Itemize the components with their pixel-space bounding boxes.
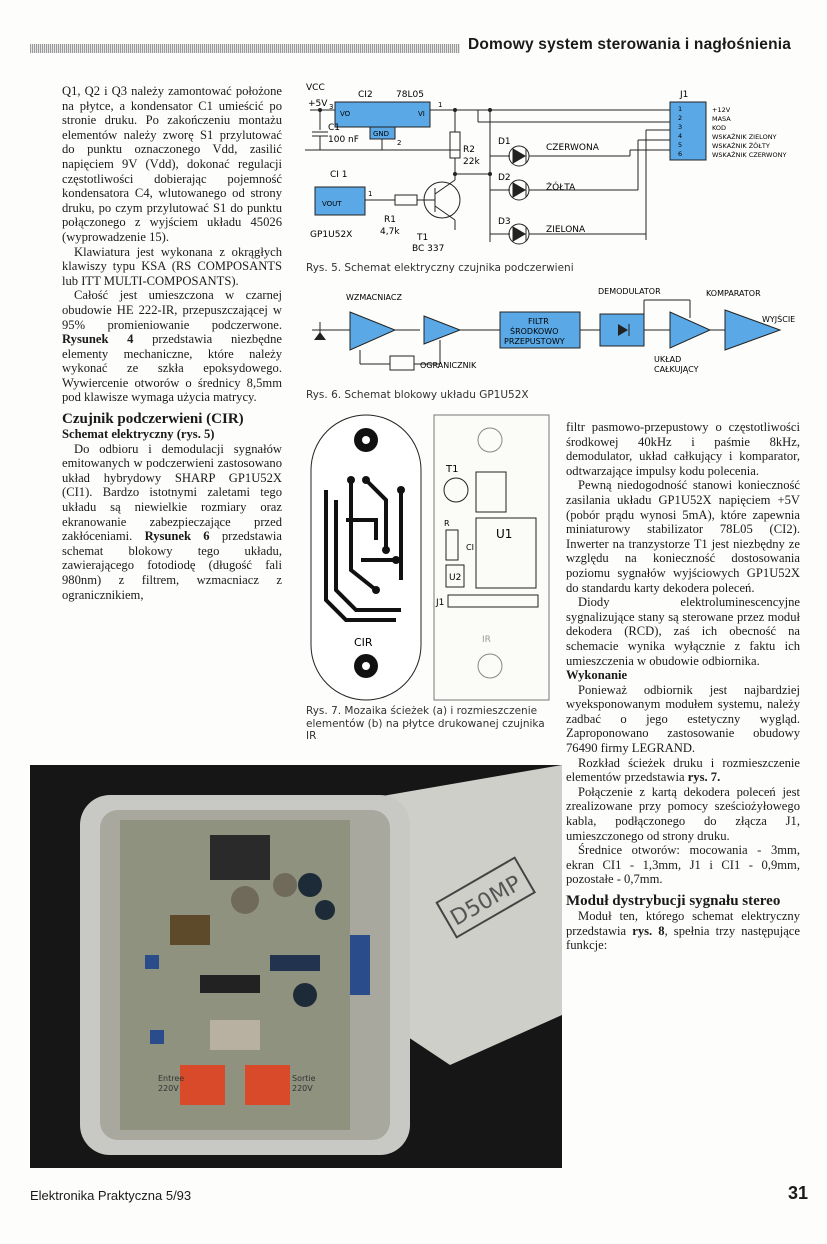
svg-text:Entree: Entree — [158, 1074, 185, 1083]
svg-text:VO: VO — [340, 110, 351, 118]
figure-5-schematic — [300, 82, 800, 264]
paragraph: Średnice otworów: mocowania - 3mm, ekran CI1 - 1,3mm, J1 i CI1 - 0,9mm, pozostałe - 0,7mm. — [566, 843, 800, 887]
label-ogranicznik: OGRANICZNIK — [420, 361, 477, 370]
svg-text:CI: CI — [466, 543, 474, 552]
left-column — [62, 84, 282, 602]
svg-text:1: 1 — [368, 190, 373, 198]
label-d1: D1 — [498, 137, 511, 147]
label-gp1u52x: GP1U52X — [310, 230, 353, 240]
right-column — [566, 420, 800, 953]
label-czerwona: CZERWONA — [546, 143, 599, 153]
svg-text:PRZEPUSTOWY: PRZEPUSTOWY — [504, 337, 565, 346]
svg-text:1: 1 — [678, 105, 683, 113]
label-vcc: VCC — [306, 83, 325, 93]
label-demodulator: DEMODULATOR — [598, 287, 661, 296]
svg-text:WSKAŹNIK CZERWONY: WSKAŹNIK CZERWONY — [712, 151, 787, 159]
figure-6-caption: Rys. 6. Schemat blokowy układu GP1U52X — [306, 389, 529, 401]
label-zielona: ZIELONA — [546, 225, 586, 235]
subsection-heading: Schemat elektryczny (rys. 5) — [62, 427, 215, 442]
figure-5-caption: Rys. 5. Schemat elektryczny czujnika podczerwieni — [306, 262, 574, 274]
paragraph: Diody elektroluminescencyjne sygnalizujące stany są sterowane przez moduł dekodera (RCD), zaś ich obecność na schemacie wynika wyłącznie z faktu ich umieszczenia w obudowie odbiornika. — [566, 595, 800, 668]
device-photo — [30, 765, 562, 1168]
label-komparator: KOMPARATOR — [706, 289, 761, 298]
header-decor-bar — [30, 44, 460, 53]
svg-text:D50MP: D50MP — [446, 871, 526, 932]
svg-text:IR: IR — [482, 635, 491, 645]
svg-text:+12V: +12V — [712, 106, 731, 114]
paragraph: Rozkład ścieżek druku i rozmieszczenie elementów przedstawia rys. 7. — [566, 755, 800, 785]
svg-text:FILTR: FILTR — [528, 317, 549, 326]
label-d2: D2 — [498, 173, 511, 183]
label-ci1: CI 1 — [330, 170, 348, 180]
label-ci2: CI2 — [358, 90, 373, 100]
svg-text:UKŁAD: UKŁAD — [654, 355, 682, 364]
svg-text:5: 5 — [678, 141, 683, 149]
svg-text:220V: 220V — [158, 1084, 179, 1093]
page-number: 31 — [788, 1183, 809, 1203]
paragraph: Q1, Q2 i Q3 należy zamontować położone na płytce, a kondensator C1 umieścić po stronie druku. Po zakończeniu montażu elementów należy zworę S1 przylutować do punktu oznaczonego Vdd, zasilić napięciem 9V (Vdd), dokonać regulacji częstotliwości dobierając pojemność kondensatora C4, wlutowanego od strony druku, po czym przylutować S1 do punktu połączonego z wyjściem układu 45026 (wyprowadzenie 15). — [62, 84, 282, 244]
svg-text:R: R — [444, 519, 450, 528]
label-t1: T1 — [417, 233, 429, 243]
svg-text:CAŁKUJĄCY: CAŁKUJĄCY — [654, 365, 699, 374]
svg-text:U1: U1 — [496, 527, 513, 541]
svg-text:KOD: KOD — [712, 124, 727, 132]
section-heading: Czujnik podczerwieni (CIR) — [62, 411, 244, 428]
svg-text:T1: T1 — [446, 464, 459, 475]
svg-text:3: 3 — [329, 103, 334, 111]
label-wyjscie: WYJŚCIE — [762, 315, 796, 324]
figure-7-caption: Rys. 7. Mozaika ścieżek (a) i rozmieszczenie elementów (b) na płytce drukowanej czujnika IR — [306, 705, 545, 742]
label-d3: D3 — [498, 217, 511, 227]
label-c1: C1 — [328, 123, 341, 133]
svg-text:U2: U2 — [449, 573, 462, 583]
connector-legend — [712, 106, 786, 159]
label-r1-value: 4,7k — [380, 227, 400, 237]
label-r2: R2 — [463, 145, 475, 155]
subsection-heading: Wykonanie — [566, 668, 628, 683]
paragraph: Klawiatura jest wykonana z okrągłych klawiszy typu KSA (RS COMPOSANTS lub ITT MULTI-COMPOSANTS). — [62, 244, 282, 288]
svg-text:J1: J1 — [436, 598, 445, 608]
svg-text:VOUT: VOUT — [322, 200, 342, 208]
paragraph: Całość jest umieszczona w czarnej obudowie HE 222-IR, przepuszczającej w 95% promieniowanie podczerwone. Rysunek 4 przedstawia niezbędne elementy mechaniczne, które należy wykonać ze szkła epoksydowego. Wywiercenie otworów o średnicy 8,5mm pod klawisze wymaga użycia matrycy. — [62, 288, 282, 405]
paragraph: Ponieważ odbiornik jest najbardziej wyeksponowanym modułem systemu, należy zadbać o jego estetyczny wygląd. Zaproponowano zastosowanie obudowy 76490 firmy LEGRAND. — [566, 682, 800, 756]
footer-publication: Elektronika Praktyczna 5/93 — [30, 1188, 192, 1203]
svg-text:GND: GND — [373, 130, 390, 138]
label-78l05: 78L05 — [396, 90, 424, 100]
label-5v: +5V — [308, 99, 328, 109]
svg-text:220V: 220V — [292, 1084, 313, 1093]
svg-text:2: 2 — [678, 114, 683, 122]
svg-text:4: 4 — [678, 132, 683, 140]
label-r1: R1 — [384, 215, 396, 225]
svg-text:MASA: MASA — [712, 115, 731, 123]
label-c1-value: 100 nF — [328, 135, 359, 145]
paragraph: filtr pasmowo-przepustowy o częstotliwości środkowej 40kHz i paśmie 8kHz, demodulator, układ całkujący i komparator, odtwarzające impulsy kodu polecenia. — [566, 420, 800, 478]
svg-text:VI: VI — [418, 110, 425, 118]
svg-text:ŚRODKOWO: ŚRODKOWO — [510, 327, 559, 336]
svg-text:Sortie: Sortie — [292, 1074, 316, 1083]
section-heading: Moduł dystrybucji sygnału stereo — [566, 893, 781, 909]
paragraph: Pewną niedogodność stanowi konieczność zasilania układu GP1U52X napięciem +5V (pobór prądu wynosi 5mA), które zapewnia miniaturowy stabilizator 78L05 (CI2). Inwerter na tranzystorze T1 jest niezbędny ze względu na konieczność dostosowania poziomu sygnałów wyjściowych GP1U52X do standardu karty dekodera poleceń. — [566, 478, 800, 595]
figure-6-block-diagram — [300, 282, 800, 382]
label-bc337: BC 337 — [412, 244, 445, 254]
svg-text:WSKAŹNIK ŻÓŁTY: WSKAŹNIK ŻÓŁTY — [712, 142, 770, 150]
paragraph: Połączenie z kartą dekodera poleceń jest zrealizowane przy pomocy sześciożyłowego kabla, podłączonego do złącza J1, umieszczonego od strony druku. — [566, 784, 800, 843]
figure-7-pcb — [306, 410, 556, 704]
page-header-title: Domowy system sterowania i nagłośnienia — [468, 36, 792, 53]
svg-text:WSKAŹNIK ZIELONY: WSKAŹNIK ZIELONY — [712, 133, 777, 141]
svg-text:6: 6 — [678, 150, 683, 158]
connector-pins — [678, 105, 682, 158]
svg-text:2: 2 — [397, 139, 402, 147]
paragraph: Do odbioru i demodulacji sygnałów emitowanych w podczerwieni zastosowano układ hybrydowy SHARP GP1U52X (CI1). Bardzo istotnymi zaletami tego układu są niewielkie rozmiary oraz ekranowanie zabezpieczające przed zakłóceniami. Rysunek 6 przedstawia schemat blokowy tego układu, zawierającego fotodiodę (długość fali 980nm) z filtrem, wzmacniacz z ogranicznikiem, — [62, 441, 283, 602]
label-cir: CIR — [354, 636, 373, 649]
device-photo-drawing — [30, 765, 562, 1168]
label-r2-value: 22k — [463, 157, 480, 167]
label-j1: J1 — [680, 90, 689, 100]
svg-text:3: 3 — [678, 123, 683, 131]
label-wzmacniacz: WZMACNIACZ — [346, 293, 402, 302]
paragraph: Moduł ten, którego schemat elektryczny przedstawia rys. 8, spełnia trzy następujące funkcje: — [566, 909, 800, 953]
svg-text:1: 1 — [438, 101, 443, 109]
label-zolta: ŻÓŁTA — [546, 183, 576, 193]
